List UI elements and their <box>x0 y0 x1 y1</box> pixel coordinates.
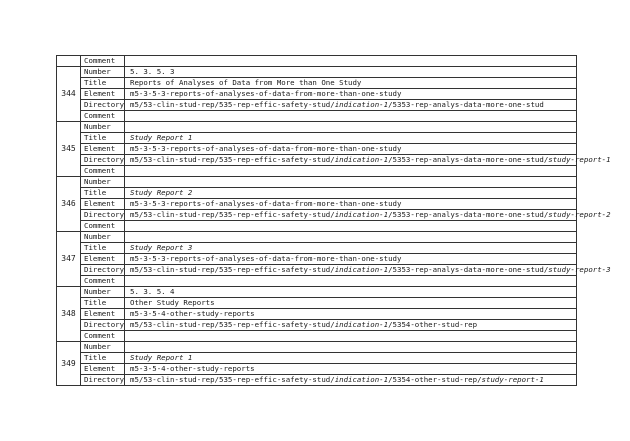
field-label: Comment <box>81 276 125 287</box>
field-label: Title <box>81 188 125 199</box>
document-table <box>56 55 611 386</box>
field-label: Element <box>81 364 125 375</box>
field-value <box>125 276 577 287</box>
field-label: Comment <box>81 166 125 177</box>
italic-text-segment: indication-1 <box>334 155 389 164</box>
table-row <box>57 100 577 111</box>
text-segment: m5-3-5-3-reports-of-analyses-of-data-from-more-than-one-study <box>130 199 402 208</box>
italic-text-segment: study-report-3 <box>548 265 611 274</box>
field-value <box>125 298 577 309</box>
table-row <box>57 177 577 188</box>
italic-text-segment: study-report-1 <box>481 375 544 384</box>
field-value <box>125 232 577 243</box>
table-row <box>57 67 577 78</box>
italic-text-segment: indication-1 <box>334 100 389 109</box>
italic-text-segment: indication-1 <box>334 320 389 329</box>
field-value <box>125 364 577 375</box>
table-row <box>57 122 577 133</box>
field-label: Number <box>81 67 125 78</box>
field-label: Comment <box>81 56 125 67</box>
field-value <box>125 177 577 188</box>
table-row <box>57 276 577 287</box>
field-label: Element <box>81 144 125 155</box>
text-segment: Reports of Analyses of Data from More than One Study <box>130 78 362 87</box>
entry-number: 344 <box>57 67 81 122</box>
table-row <box>57 89 577 100</box>
table-row <box>57 364 577 375</box>
italic-text-segment: Study Report 1 <box>130 133 193 142</box>
text-segment: 5. 3. 5. 3 <box>130 67 175 76</box>
text-segment: m5-3-5-3-reports-of-analyses-of-data-from-more-than-one-study <box>130 254 402 263</box>
text-segment: m5-3-5-3-reports-of-analyses-of-data-from-more-than-one-study <box>130 144 402 153</box>
field-label: Element <box>81 254 125 265</box>
italic-text-segment: study-report-2 <box>548 210 611 219</box>
table-row <box>57 375 577 386</box>
field-label: Comment <box>81 111 125 122</box>
field-label: Comment <box>81 221 125 232</box>
field-label: Number <box>81 122 125 133</box>
field-label: Element <box>81 199 125 210</box>
italic-text-segment: Study Report 3 <box>130 243 193 252</box>
table-row <box>57 243 577 254</box>
table-row <box>57 210 577 221</box>
italic-text-segment: Study Report 2 <box>130 188 193 197</box>
field-label: Title <box>81 78 125 89</box>
italic-text-segment: indication-1 <box>334 210 389 219</box>
field-value <box>125 133 577 144</box>
field-value <box>125 287 577 298</box>
table-row <box>57 320 577 331</box>
table-row <box>57 166 577 177</box>
text-segment: m5-3-5-4-other-study-reports <box>130 309 255 318</box>
entry-number: 348 <box>57 287 81 342</box>
text-segment: m5/53-clin-stud-rep/535-rep-effic-safety-stud/ <box>130 265 335 274</box>
field-value <box>125 331 577 342</box>
text-segment: 5. 3. 5. 4 <box>130 287 175 296</box>
text-segment: /5353-rep-analys-data-more-one-stud/ <box>388 210 549 219</box>
field-value <box>125 353 577 364</box>
text-segment: m5/53-clin-stud-rep/535-rep-effic-safety-stud/ <box>130 155 335 164</box>
text-segment: /5353-rep-analys-data-more-one-stud/ <box>388 155 549 164</box>
field-value <box>125 155 611 166</box>
field-value <box>125 199 577 210</box>
field-label: Element <box>81 309 125 320</box>
field-label: Number <box>81 287 125 298</box>
italic-text-segment: indication-1 <box>334 375 389 384</box>
field-value <box>125 309 577 320</box>
field-label: Title <box>81 298 125 309</box>
text-segment: /5353-rep-analys-data-more-one-stud/ <box>388 265 549 274</box>
field-value <box>125 56 577 67</box>
text-segment: /5354-other-stud-rep/ <box>388 375 482 384</box>
field-label: Number <box>81 177 125 188</box>
italic-text-segment: Study Report 1 <box>130 353 193 362</box>
field-value <box>125 78 577 89</box>
entry-number: 346 <box>57 177 81 232</box>
table-row <box>57 287 577 298</box>
text-segment: m5-3-5-4-other-study-reports <box>130 364 255 373</box>
table-row <box>57 133 577 144</box>
field-value <box>125 320 577 331</box>
text-segment: /5354-other-stud-rep <box>388 320 478 329</box>
field-label: Number <box>81 232 125 243</box>
table-row <box>57 298 577 309</box>
field-value <box>125 111 577 122</box>
field-label: Title <box>81 243 125 254</box>
field-label: Directory <box>81 210 125 221</box>
text-segment: Other Study Reports <box>130 298 215 307</box>
table-row <box>57 78 577 89</box>
field-label: Element <box>81 89 125 100</box>
field-value <box>125 265 611 276</box>
field-value <box>125 67 577 78</box>
text-segment: m5-3-5-3-reports-of-analyses-of-data-from-more-than-one-study <box>130 89 402 98</box>
table-row <box>57 331 577 342</box>
table-row <box>57 353 577 364</box>
field-value <box>125 254 577 265</box>
table-row <box>57 342 577 353</box>
table-row <box>57 56 577 67</box>
field-value <box>125 210 611 221</box>
table-row <box>57 265 577 276</box>
table-row <box>57 232 577 243</box>
field-value <box>125 100 577 111</box>
field-value <box>125 166 577 177</box>
text-segment: m5/53-clin-stud-rep/535-rep-effic-safety-stud/ <box>130 210 335 219</box>
field-value <box>125 89 577 100</box>
entry-number: 345 <box>57 122 81 177</box>
field-label: Comment <box>81 331 125 342</box>
field-label: Title <box>81 133 125 144</box>
table-row <box>57 188 577 199</box>
table-row <box>57 199 577 210</box>
table-row <box>57 309 577 320</box>
field-label: Directory <box>81 375 125 386</box>
field-label: Directory <box>81 100 125 111</box>
table-row <box>57 155 577 166</box>
table-row <box>57 221 577 232</box>
field-value <box>125 221 577 232</box>
table-row <box>57 111 577 122</box>
field-value <box>125 243 577 254</box>
field-value <box>125 144 577 155</box>
italic-text-segment: indication-1 <box>334 265 389 274</box>
text-segment: m5/53-clin-stud-rep/535-rep-effic-safety-stud/ <box>130 320 335 329</box>
field-label: Number <box>81 342 125 353</box>
italic-text-segment: study-report-1 <box>548 155 611 164</box>
entry-number: 349 <box>57 342 81 386</box>
text-segment: m5/53-clin-stud-rep/535-rep-effic-safety-stud/ <box>130 375 335 384</box>
entry-number: 347 <box>57 232 81 287</box>
field-label: Title <box>81 353 125 364</box>
document-table-body <box>57 56 611 386</box>
field-value <box>125 122 577 133</box>
field-value <box>125 375 577 386</box>
field-label: Directory <box>81 320 125 331</box>
field-label: Directory <box>81 155 125 166</box>
text-segment: /5353-rep-analys-data-more-one-stud <box>388 100 544 109</box>
field-value <box>125 188 577 199</box>
field-value <box>125 342 577 353</box>
text-segment: m5/53-clin-stud-rep/535-rep-effic-safety-stud/ <box>130 100 335 109</box>
table-row <box>57 144 577 155</box>
field-label: Directory <box>81 265 125 276</box>
table-row <box>57 254 577 265</box>
entry-number-cell <box>57 56 81 67</box>
